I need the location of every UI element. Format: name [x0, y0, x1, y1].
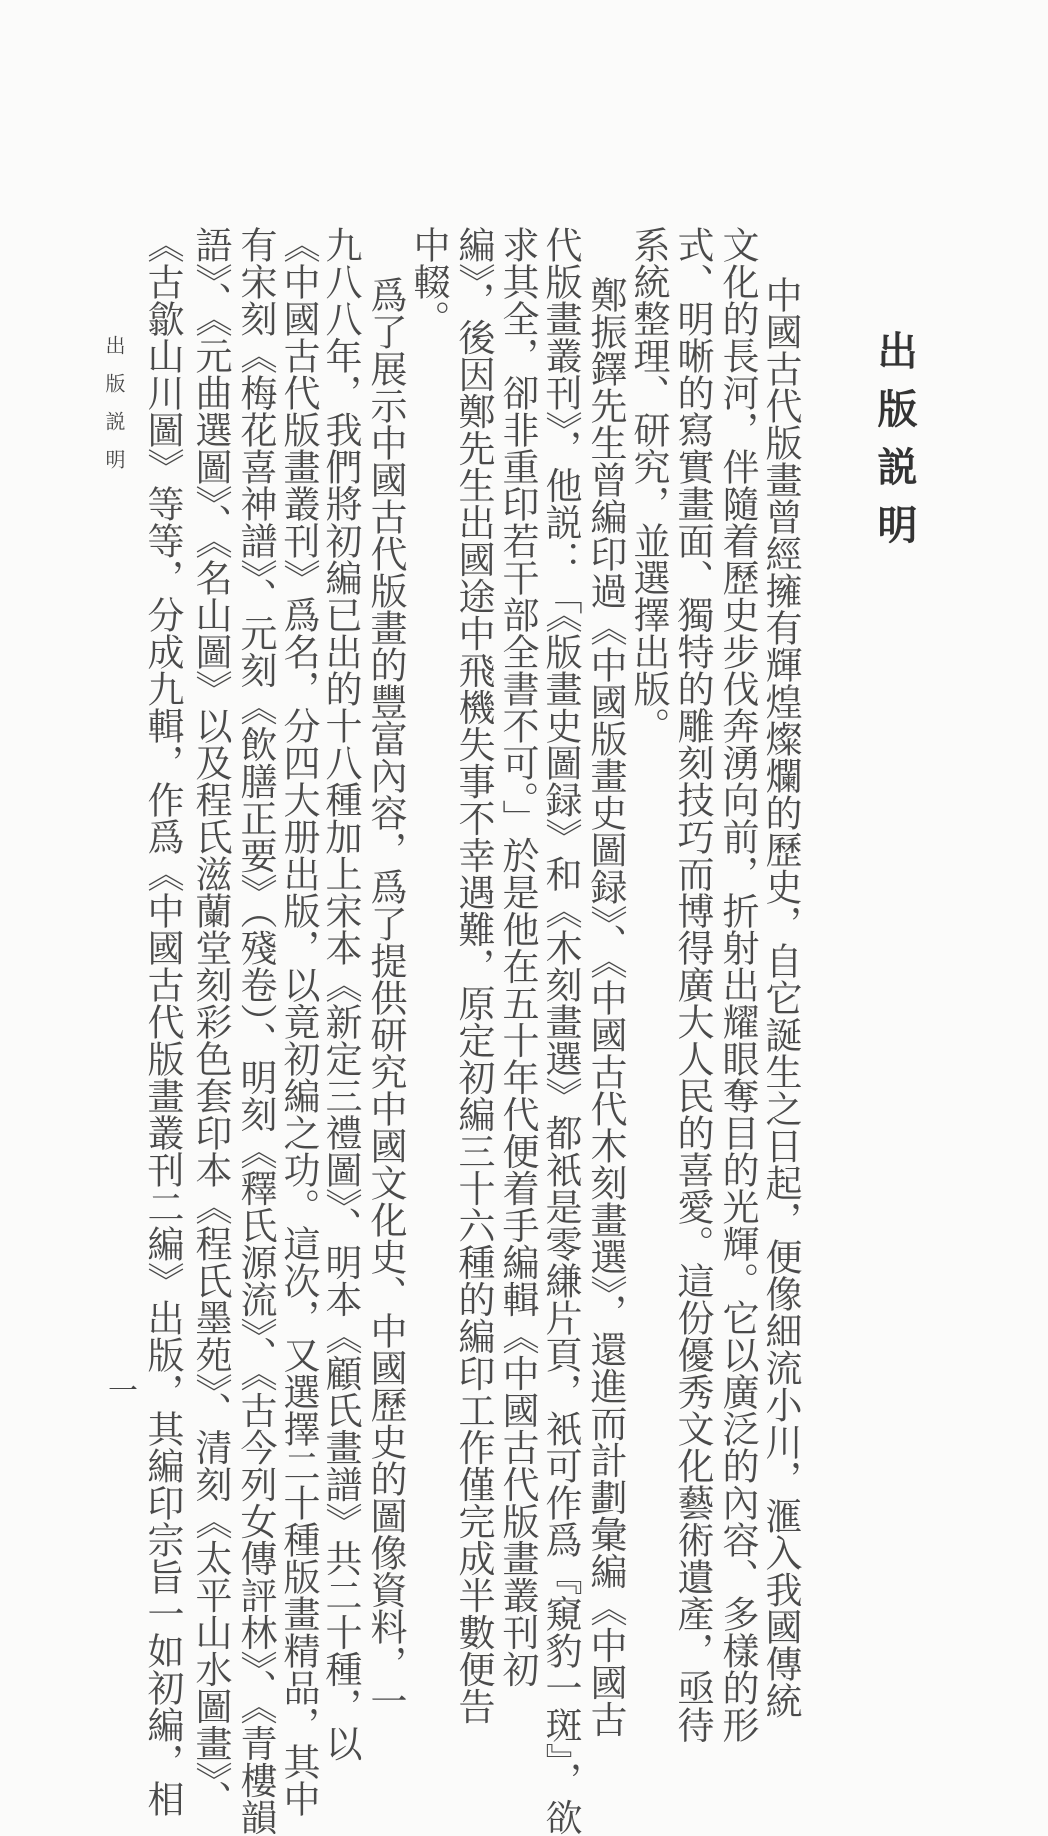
- text-column: 中輟。: [407, 226, 450, 337]
- running-title: 出版説明: [102, 335, 126, 487]
- page-number: 一: [108, 1374, 138, 1409]
- text-column: 《中國古代版畫叢刊》爲名，分四大册出版，以竟初編之功。這次，又選擇二十種版畫精品，其中: [277, 226, 320, 1817]
- text-column: 語》、《元曲選圖》、《名山圖》以及程氏滋蘭堂刻彩色套印本《程氏墨苑》、清刻《太平山水圖畫》、: [189, 226, 232, 1817]
- text-column: 求其全，卻非重印若干部全書不可。」於是他在五十年代便着手編輯《中國古代版畫叢刊初: [496, 226, 539, 1688]
- text-column: 《古歙山川圖》等等，分成九輯，作爲《中國古代版畫叢刊二編》出版，其編印宗旨一如初編，相: [141, 226, 184, 1817]
- text-column: 中國古代版畫曾經擁有輝煌燦爛的歷史，自它誕生之日起，便像細流小川，滙入我國傳統: [759, 276, 802, 1719]
- text-column: 式、明晰的寫實畫面、獨特的雕刻技巧而博得廣大人民的喜愛。這份優秀文化藝術遺產，亟待: [671, 226, 714, 1743]
- text-column: 系統整理、研究，並選擇出版。: [627, 226, 670, 744]
- text-column: 文化的長河，伴隨着歷史步伐奔湧向前，折射出耀眼奪目的光輝。它以廣泛的內容、多樣的形: [716, 226, 759, 1743]
- text-column: 鄭振鐸先生曾編印過《中國版畫史圖録》、《中國古代木刻畫選》，還進而計劃彙編《中國古: [584, 276, 627, 1738]
- text-column: 有宋刻《梅花喜神譜》、元刻《飲膳正要》（殘卷）、明刻《釋氏源流》、《古今列女傳評林》、《青樓韻: [234, 226, 277, 1836]
- text-column: 編》，後因鄭先生出國途中飛機失事不幸遇難，原定初編三十六種的編印工作僅完成半數便告: [452, 226, 495, 1725]
- page-title: 出版説明: [871, 330, 918, 562]
- text-column: 爲了展示中國古代版畫的豐富內容，爲了提供研究中國文化史、中國歷史的圖像資料，一: [364, 276, 407, 1719]
- text-column: 九八八年，我們將初編已出的十八種加上宋本《新定三禮圖》、明本《顧氏畫譜》共二十種，以: [319, 226, 362, 1762]
- text-column: 代版畫叢刊》，他説：「《版畫史圖録》和《木刻畫選》都衹是零縑片頁，衹可作爲『窺豹一斑』，欲: [539, 226, 582, 1836]
